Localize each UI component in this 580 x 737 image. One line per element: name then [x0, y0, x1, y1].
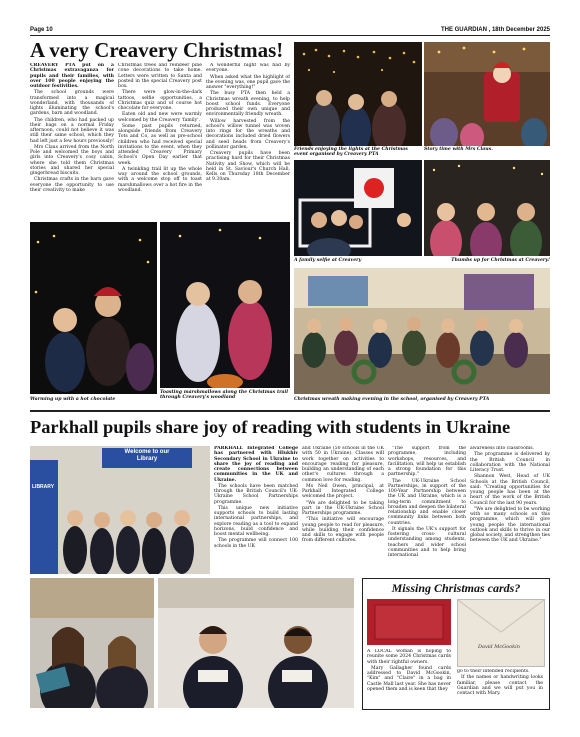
paragraph: It signals the UK's support for fostering cross- cultural understanding among students, teachers and wider school communities and to help bring international — [388, 526, 466, 558]
paragraph: The schools have been matched through the British Council's UK-Ukraine School Partnerships programme. — [214, 483, 298, 505]
caption-story: Story time with Mrs Claus. — [424, 147, 493, 152]
photo-family-selfie — [294, 160, 422, 256]
story2-lead: PARKHALL Integrated College has partnered with Hlukhiv Secondary School in Ukraine to share the joy of reading and create connections between communities in the UK and Ukraine. — [214, 446, 298, 483]
paragraph: This unique new initiative supports schools to build lasting international partnerships, and explore reading as a tool to expand horizons, build confidence and boost mental wellbeing. — [214, 505, 298, 537]
story3-column-2-top — [457, 583, 545, 597]
paragraph: A wonderful night was had by everyone. — [206, 63, 290, 74]
caption-wreath: Christmas wreath making evening in the school, organised by Creavery PTA — [294, 397, 490, 402]
paragraph: A twinkling trail lit up the whole way around the school grounds, with a welcome stop off to toast marshmallows over a hot fire in the woodland. — [118, 166, 202, 193]
paragraph: Some past pupils returned, alongside friends from Creavery Tots and Co, as well as pre-school children who had received special invitations to the event, when they attended Creavery Primary School's Open Day earlier that week. — [118, 123, 202, 166]
paragraph: The UK-Ukraine School Partnerships, in support of the 100-Year Partnership between the UK and Ukraine, which is a long-term commitment to broaden and deepen the bilateral relationship and enable closer community links between both countries. — [388, 478, 466, 526]
caption-marshmallows: Toasting marshmallows along the Christmas trail through Creavery's woodland — [160, 390, 288, 400]
paragraph: There were glow-in-the-dark tattoos, selfie opportunities, a Christmas quiz and of course hot chocolate for everyone. — [118, 90, 202, 111]
paragraph: When asked what the highlight of the evening was, one pupil gave the answer "everything!" — [206, 74, 290, 90]
library-side-sign: LIBRARY — [32, 484, 55, 490]
photo-hot-chocolate — [30, 222, 157, 394]
photo-mrs-claus-story — [424, 42, 550, 146]
library-sign — [104, 449, 190, 463]
missing-cards-box — [362, 578, 550, 710]
paragraph: Willow harvested from the school's willow tunnel was woven into rings for the wreaths and decorations included dried flowers and seed heads from Creavery's pollinator garden. — [206, 118, 290, 150]
paragraph: awareness into classrooms. — [470, 446, 535, 451]
envelope-handwriting: David McGookin — [478, 644, 520, 650]
story-divider — [30, 410, 550, 412]
photo-library-pupils — [30, 446, 210, 574]
story2-column-4 — [470, 446, 550, 574]
paragraph: Christmas trees and reindeer pine cone decorations to take home. Letters were written to Santa and posted in the special Creavery post box. — [118, 63, 202, 89]
paragraph: Mrs Claus arrived from the North Pole and welcomed the boys and girls into Creavery's cosy cabin, where she told them Christmas stories and shared her special gingerbread biscuits. — [30, 144, 114, 176]
paragraph: Ms Neil Owen, principal, at Parkhall Integrated College welcomed the project. — [302, 483, 384, 500]
paragraph: Creavery pupils have been practising hard for their Christmas Nativity and Show, which will be held in St. Saviour's Church Hall, Kells on Thursday 18th December at 9.30am. — [206, 151, 290, 183]
paragraph: "We are delighted to be working with so many schools on this programme, which will give young people the international outlook and skills to thrive in our global society, and strengthen ties between the UK and Ukraine." — [470, 506, 550, 544]
story1-column-1 — [30, 63, 114, 243]
caption-chocolate: Warming up with a hot chocolate — [30, 397, 116, 402]
headline-parkhall: Parkhall pupils share joy of reading with students in Ukraine — [30, 417, 511, 437]
headline-missing-cards: Missing Christmas cards? — [391, 581, 521, 595]
paragraph: The school grounds were transformed into a magical wonderland, with thousands of lights illuminating the school's gardens, barn and woodland. — [30, 90, 114, 117]
paragraph: A LOCAL woman is hoping to reunite some 2024 Christmas cards with their rightful owners. — [367, 649, 451, 665]
caption-thumbs: Thumbs up for Christmas at Creavery! — [451, 258, 550, 263]
story1-column-3 — [206, 63, 290, 218]
paragraph: The programme is delivered by the British Council in collaboration with the National Literacy Trust. — [470, 452, 550, 473]
photo-wreath-making — [294, 268, 550, 394]
story1-lead: CREAVERY PTA put on a Christmas extravaganza for pupils and their families, with over 100 people enjoying the outdoor festivities. — [30, 63, 114, 89]
sign-welcome: Welcome to our — [124, 449, 170, 455]
paragraph: The programme will connect 100 schools in the UK — [214, 538, 298, 549]
story2-column-3 — [388, 446, 466, 574]
photo-envelope — [457, 599, 545, 667]
paragraph: Eaten old and new were warmly welcomed by the Creavery 'family'. — [118, 112, 202, 123]
caption-selfie: A family selfie at Creavery — [294, 258, 362, 263]
paragraph: The busy PTA then held a Christmas wreath evening, to help boost school funds. Everyone produced their own unique and environmentally friendly wreath. — [206, 91, 290, 118]
photo-red-card — [367, 599, 451, 645]
paragraph: If the names or handwriting looks familiar, please contact the Guardian and we will put you in contact with Mary. — [457, 675, 543, 696]
story3-column-1 — [367, 649, 451, 707]
photo-thumbs-up — [424, 160, 550, 256]
story3-column-2 — [457, 669, 543, 707]
photo-boys-reading — [158, 578, 354, 708]
photo-lights-friends — [294, 42, 422, 146]
paragraph: Shannon West, Head of UK Schools at the British Council, said: "Creating opportunities for young people has been at the heart of the work of the British Council for the last 90 years. — [470, 474, 550, 506]
page-number: Page 10 — [30, 27, 53, 33]
paragraph: "The support from the programme, including workshops, resources, and facilitation, will help us establish a strong foundation for this partnership." — [388, 446, 466, 478]
story2-column-2 — [302, 446, 384, 574]
caption-lights: Friends enjoying the lights at the Christmas event organised by Creavery PTA — [294, 147, 408, 157]
sign-library: Library — [136, 456, 158, 462]
paragraph: and Ukraine (50 schools in the UK with 50 in Ukraine). Classes will work together on activities to encourage reading for pleasure, building an understanding of each other's cultures through a common love for reading. — [302, 446, 384, 483]
story2-column-1 — [214, 446, 298, 574]
header-rule — [30, 35, 550, 36]
paragraph: Mary Gallagher found cards addressed to David McGookin, "Kim" and "Claire" in a bag in Castle Mall last year. She has never opened them and is keen that they — [367, 665, 451, 692]
paragraph: "This initiative will encourage young people to read for pleasure, while building their confidence and skills to engage with people from different cultures. — [302, 517, 384, 544]
paragraph: "We are delighted to be taking part in the UK-Ukraine School Partnerships programme. — [302, 500, 384, 516]
masthead-date: THE GUARDIAN , 18th December 2025 — [440, 27, 550, 33]
story1-column-2 — [118, 63, 202, 218]
paragraph: go to their intended recipients. — [457, 669, 530, 674]
headline-creavery: A very Creavery Christmas! — [30, 38, 284, 62]
photo-girls-reading — [30, 578, 154, 708]
paragraph: The children, who had packed up their bags on a normal Friday afternoon, could not believe it was still their same school, which they had left just a few hours previously! — [30, 117, 114, 144]
photo-toasting-marshmallows — [160, 222, 290, 388]
paragraph: Christmas crafts in the barn gave everyone the opportunity to use their creativity to make — [30, 177, 114, 193]
